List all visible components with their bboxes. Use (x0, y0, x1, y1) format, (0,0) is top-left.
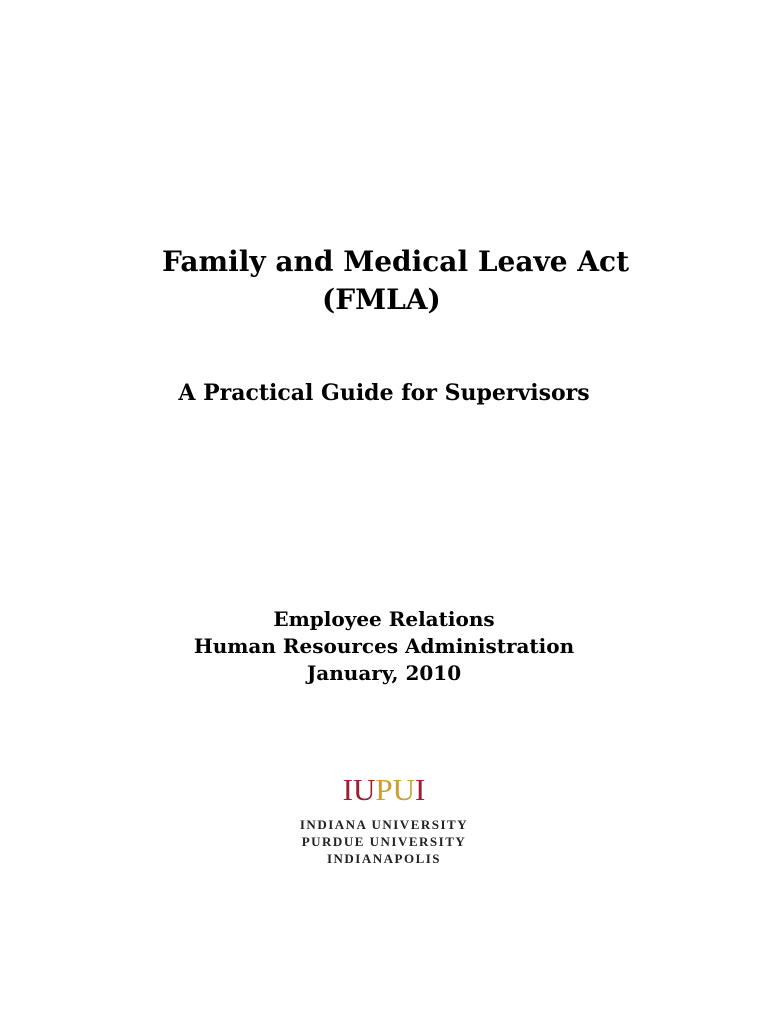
iupui-logo-mark (343, 772, 426, 808)
document-title: Family and Medical Leave Act (162, 245, 630, 278)
logo-mark-iu: IU (342, 772, 376, 807)
logo-line-purdue-university: PURDUE UNIVERSITY (301, 834, 467, 849)
logo-wordmark (0, 816, 768, 867)
publisher-block (0, 606, 768, 687)
logo-mark-pu: PU (375, 772, 416, 807)
document-title-abbreviation: (FMLA) (322, 283, 441, 316)
publisher-division: Human Resources Administration (193, 634, 575, 658)
logo-line-indianapolis: INDIANAPOLIS (326, 851, 442, 866)
iupui-logo (0, 772, 768, 867)
logo-mark-i: I (415, 772, 426, 807)
publisher-department: Employee Relations (273, 607, 495, 631)
logo-line-indiana-university: INDIANA UNIVERSITY (299, 817, 469, 832)
publication-date: January, 2010 (306, 661, 462, 685)
document-subtitle: A Practical Guide for Supervisors (178, 380, 590, 406)
